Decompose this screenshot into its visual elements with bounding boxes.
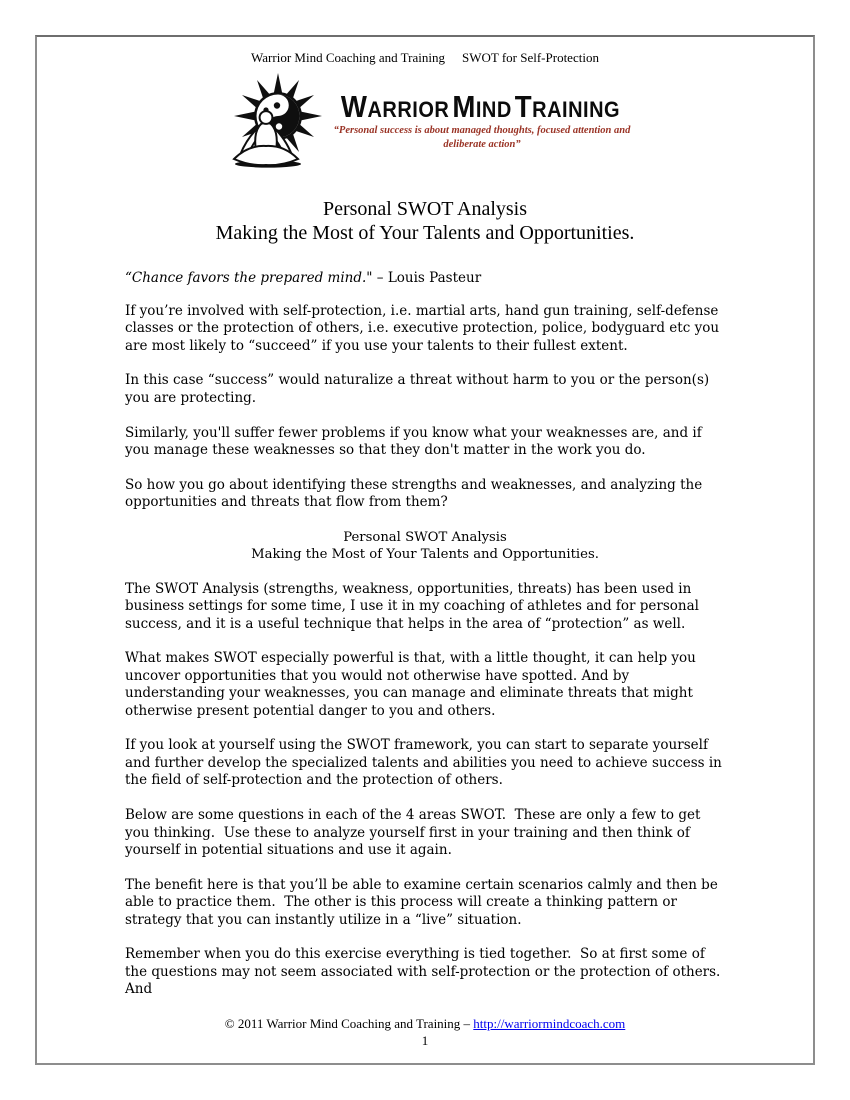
paragraph: So how you go about identifying these strengths and weaknesses, and analyzing the opportunities and threats that flow from them? bbox=[125, 476, 707, 511]
running-header-left: Warrior Mind Coaching and Training bbox=[251, 50, 445, 65]
paragraph: If you’re involved with self-protection, i.e. martial arts, hand gun training, self-defense classes or the protection of others, i.e. executive protection, police, bodyguard etc you are most likely to “succeed” if you use your talents to their fullest extent. bbox=[125, 302, 724, 354]
running-header-right: SWOT for Self-Protection bbox=[461, 50, 599, 65]
document-title-line-2: Making the Most of Your Talents and Opportunities. bbox=[215, 222, 635, 245]
brand-word-2: MIND bbox=[452, 88, 512, 124]
running-header bbox=[125, 50, 725, 66]
brand-word-1: WARRIOR bbox=[340, 88, 450, 124]
section-subheading bbox=[125, 529, 725, 564]
paragraph: Similarly, you'll suffer fewer problems if you know what your weaknesses are, and if you manage these weaknesses so that they don't matter in the work you do. bbox=[125, 424, 707, 459]
footer-copyright-line bbox=[37, 1016, 813, 1033]
quote-text: “Chance favors the prepared mind." bbox=[125, 269, 373, 286]
page-footer bbox=[37, 1016, 813, 1050]
footer-copyright-text: © 2011 Warrior Mind Coaching and Training – bbox=[224, 1016, 474, 1032]
brand-tagline: “Personal success is about managed thoughts, focused attention and deliberate action” bbox=[333, 124, 631, 150]
document-title bbox=[125, 197, 725, 246]
quote-attribution: – Louis Pasteur bbox=[372, 269, 482, 286]
paragraph: Remember when you do this exercise everything is tied together. So at first some of the questions may not seem associated with self-protection or the protection of others. And bbox=[125, 946, 729, 998]
section-subheading-line-1: Personal SWOT Analysis bbox=[343, 529, 507, 545]
epigraph-quote bbox=[125, 270, 725, 286]
paragraph: If you look at yourself using the SWOT framework, you can start to separate yourself and further develop the specialized talents and abilities you need to achieve success in the field of self-protection and the protection of others. bbox=[125, 737, 727, 789]
document-page bbox=[35, 35, 815, 1065]
brand-word-3: TRAINING bbox=[514, 88, 621, 124]
section-subheading-line-2: Making the Most of Your Talents and Opportunities. bbox=[251, 547, 599, 563]
brand-logo-text bbox=[330, 88, 635, 151]
paragraph: The SWOT Analysis (strengths, weakness, opportunities, threats) has been used in business settings for some time, I use it in my coaching of athletes and for personal success, and it is a useful technique that helps in the area of “protection” as well. bbox=[125, 580, 704, 632]
meditating-figure-yin-yang-sun-icon bbox=[216, 72, 328, 170]
footer-website-link[interactable]: http://warriormindcoach.com bbox=[473, 1016, 626, 1032]
brand-logo bbox=[125, 72, 725, 170]
paragraph: In this case “success” would naturalize a threat without harm to you or the person(s) you are protecting. bbox=[125, 372, 714, 406]
document-title-line-1: Personal SWOT Analysis bbox=[322, 198, 528, 220]
paragraph: The benefit here is that you’ll be able to examine certain scenarios calmly and then be able to practice them. The other is this process will create a thinking pattern or strategy that you can instantly utilize in a “live” situation. bbox=[125, 876, 723, 928]
paragraph: Below are some questions in each of the 4 areas SWOT. These are only a few to get you thinking. Use these to analyze yourself first in your training and then think of yourself in potential situations and use it again. bbox=[125, 807, 705, 859]
paragraph: What makes SWOT especially powerful is that, with a little thought, it can help you uncover opportunities that you would not otherwise have spotted. And by understanding your weaknesses, you can manage and eliminate threats that might otherwise present potential danger to you and others. bbox=[125, 650, 701, 719]
footer-page-number: 1 bbox=[421, 1033, 429, 1049]
brand-name bbox=[330, 88, 635, 124]
